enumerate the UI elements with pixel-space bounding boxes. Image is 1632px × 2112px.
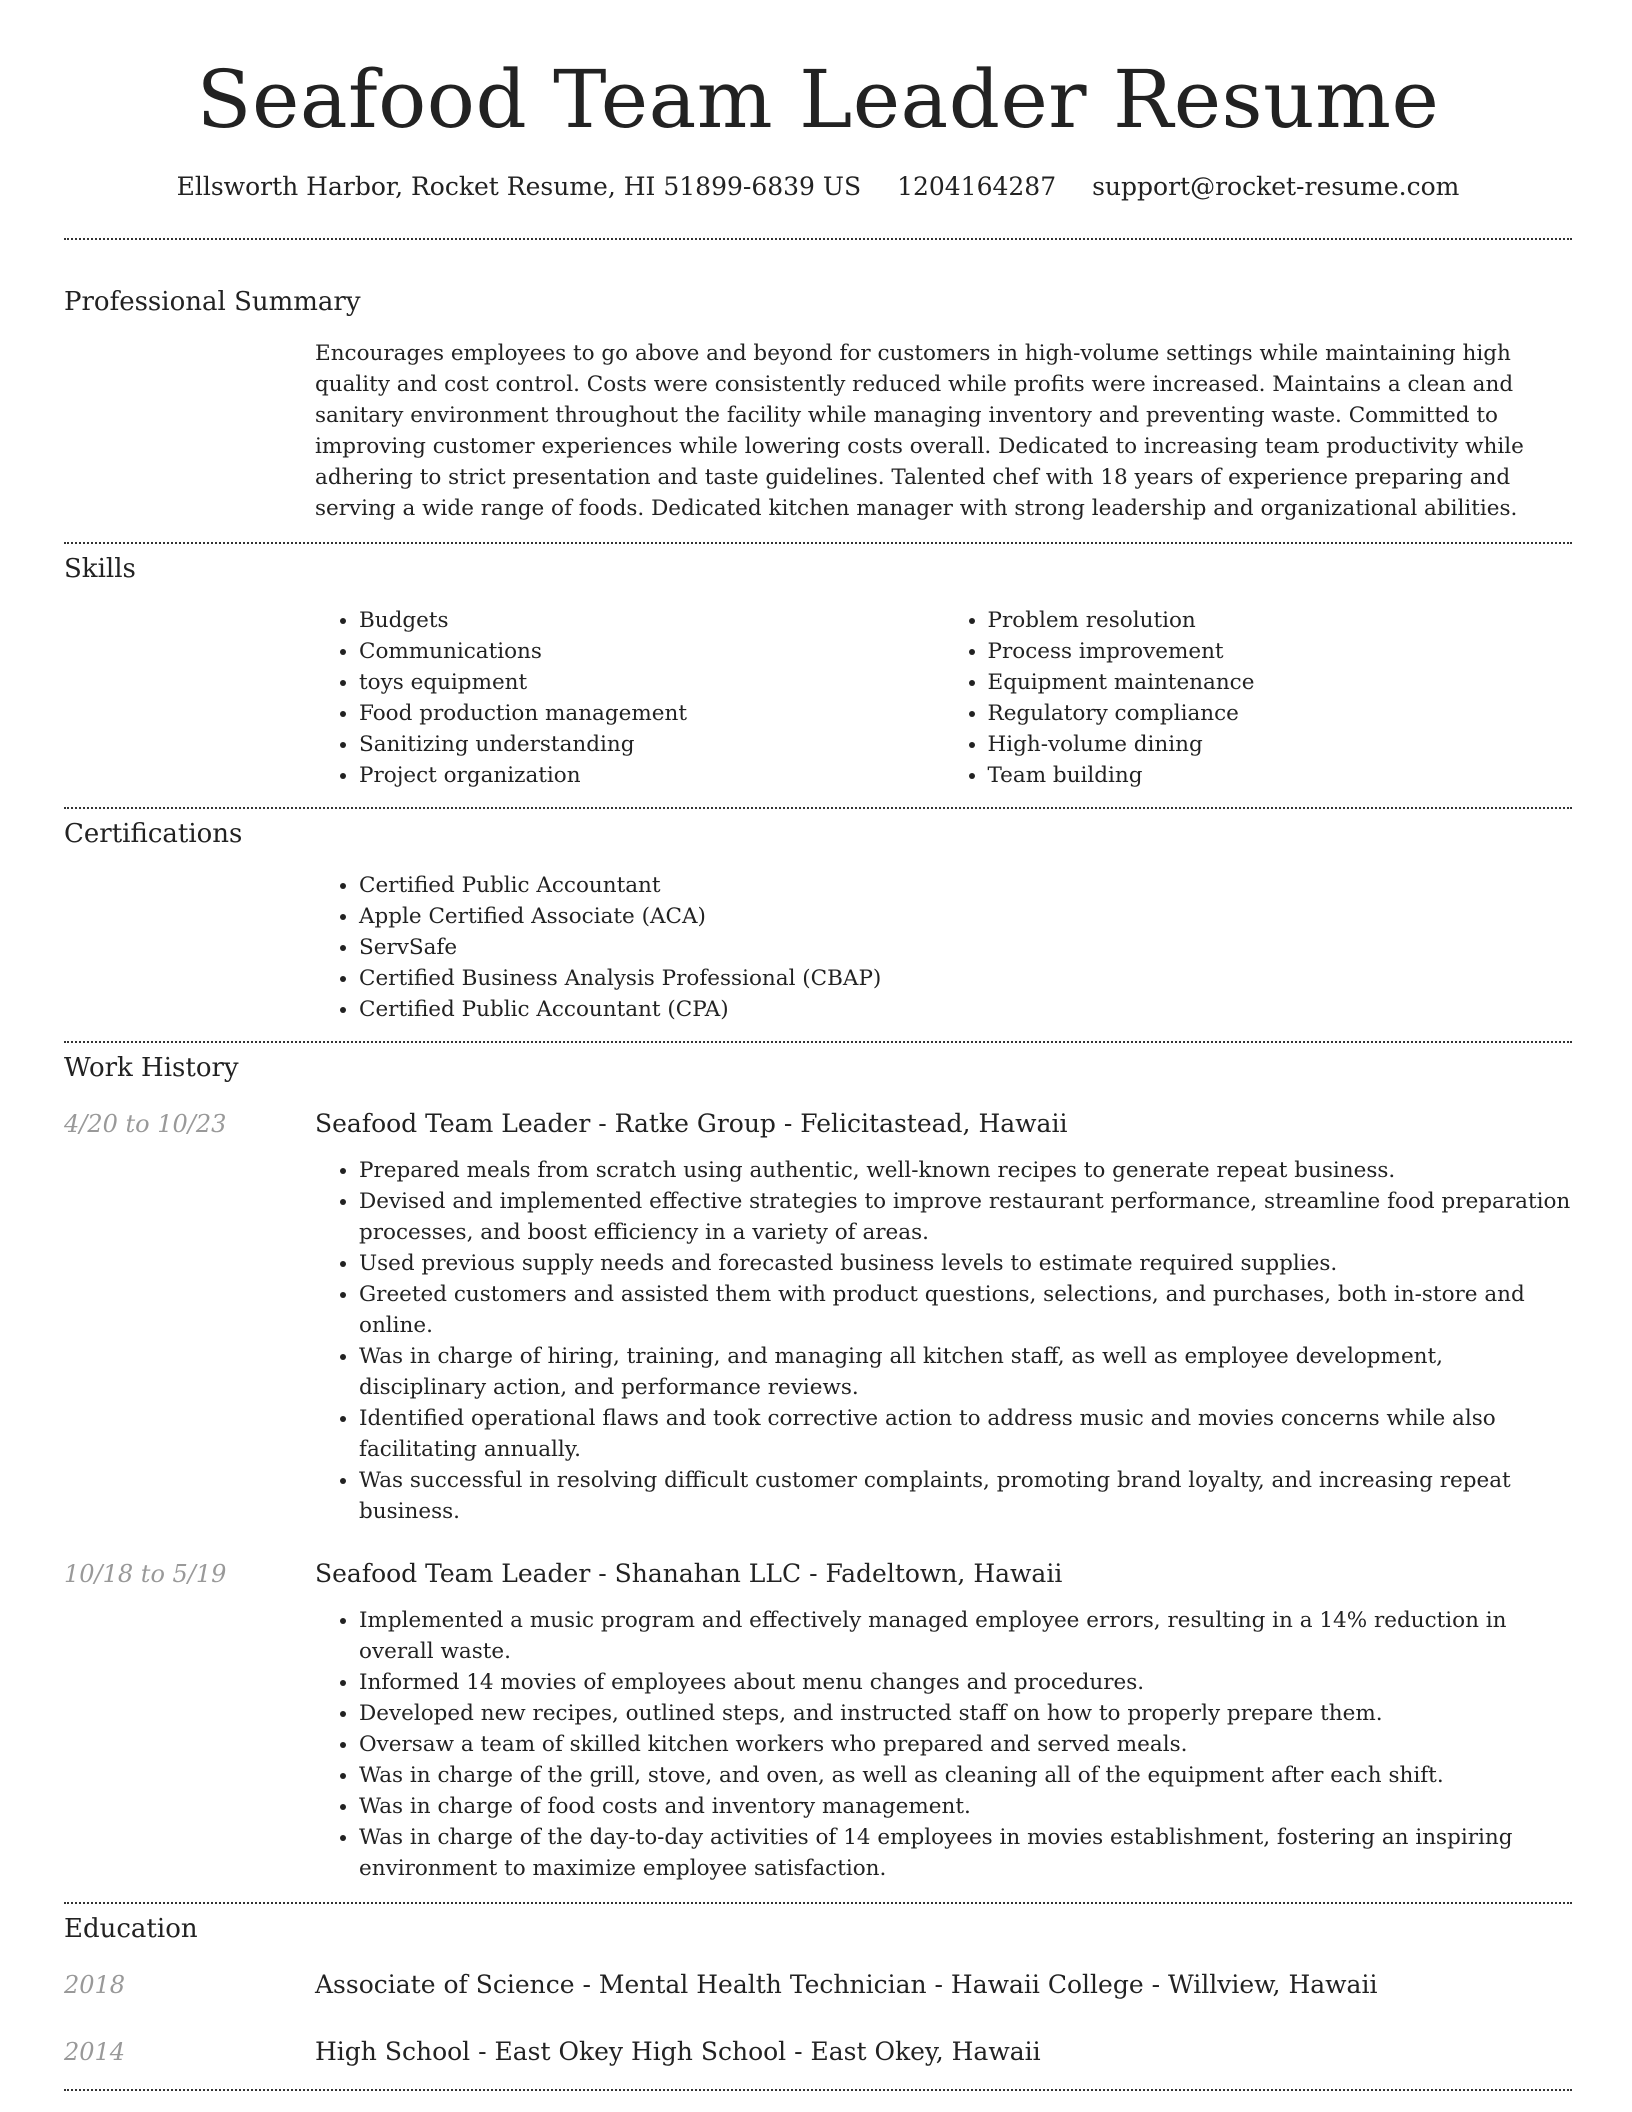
job-bullets bbox=[315, 1155, 1572, 1527]
list-item: • Communications bbox=[359, 636, 944, 667]
list-item: • Was in charge of food costs and inventory management. bbox=[359, 1791, 1572, 1822]
certifications-section bbox=[64, 809, 1572, 1025]
education-entry bbox=[64, 2035, 1572, 2069]
contact-phone: 1204164287 bbox=[897, 172, 1057, 201]
certifications-list bbox=[315, 870, 1572, 1025]
job-title: Seafood Team Leader - Shanahan LLC - Fadeltown, Hawaii bbox=[315, 1559, 1063, 1588]
list-item: • Was in charge of hiring, training, and managing all kitchen staff, as well as employee development, disciplinary action, and performance reviews. bbox=[359, 1341, 1572, 1403]
list-item: • Apple Certified Associate (ACA) bbox=[359, 901, 1572, 932]
education-title: Associate of Science - Mental Health Technician - Hawaii College - Willview, Hawaii bbox=[315, 1970, 1378, 1999]
list-item: • Was in charge of the day-to-day activities of 14 employees in movies establishment, fostering an inspiring environment to maximize employee satisfaction. bbox=[359, 1822, 1572, 1884]
work-section bbox=[64, 1043, 1572, 1884]
education-date: 2014 bbox=[64, 2038, 126, 2066]
list-item: • Project organization bbox=[359, 760, 944, 791]
list-item: • Budgets bbox=[359, 605, 944, 636]
job-entry bbox=[64, 1557, 1572, 1884]
section-title-certifications: Certifications bbox=[64, 819, 243, 849]
education-entry bbox=[64, 1968, 1572, 2002]
contact-address: Ellsworth Harbor, Rocket Resume, HI 51899-6839 US bbox=[176, 172, 862, 201]
list-item: • Regulatory compliance bbox=[988, 698, 1573, 729]
summary-section bbox=[64, 240, 1572, 524]
skills-section bbox=[64, 544, 1572, 791]
job-date: 4/20 to 10/23 bbox=[64, 1110, 227, 1138]
list-item: • Developed new recipes, outlined steps, and instructed staff on how to properly prepare them. bbox=[359, 1698, 1572, 1729]
summary-text: Encourages employees to go above and beyond for customers in high-volume settings while maintaining high quality and cost control. Costs were consistently reduced while profits were increased. Maintains a clean and sanitary environment throughout the facility while managing inventory and preventing waste. Committed to improving customer experiences while lowering costs overall. Dedicated to increasing team productivity while adhering to strict presentation and taste guidelines. Talented chef with 18 years of experience preparing and serving a wide range of foods. Dedicated kitchen manager with strong leadership and organizational abilities. bbox=[315, 341, 1524, 521]
section-title-work: Work History bbox=[64, 1053, 239, 1083]
list-item: • Informed 14 movies of employees about menu changes and procedures. bbox=[359, 1667, 1572, 1698]
skills-grid bbox=[315, 605, 1572, 791]
contact-line bbox=[64, 170, 1572, 204]
list-item: • Identified operational flaws and took corrective action to address music and movies concerns while also facilitating annually. bbox=[359, 1403, 1572, 1465]
skills-list-left bbox=[315, 605, 944, 791]
list-item: • Problem resolution bbox=[988, 605, 1573, 636]
section-title-summary: Professional Summary bbox=[64, 287, 361, 317]
list-item: • Oversaw a team of skilled kitchen workers who prepared and served meals. bbox=[359, 1729, 1572, 1760]
list-item: • Food production management bbox=[359, 698, 944, 729]
list-item: • toys equipment bbox=[359, 667, 944, 698]
list-item: • Sanitizing understanding bbox=[359, 729, 944, 760]
list-item: • Process improvement bbox=[988, 636, 1573, 667]
section-title-education: Education bbox=[64, 1914, 198, 1944]
list-item: • ServSafe bbox=[359, 932, 1572, 963]
list-item: • Certified Public Accountant bbox=[359, 870, 1572, 901]
list-item: • Implemented a music program and effectively managed employee errors, resulting in a 14% reduction in overall waste. bbox=[359, 1605, 1572, 1667]
job-title: Seafood Team Leader - Ratke Group - Felicitastead, Hawaii bbox=[315, 1109, 1068, 1138]
list-item: • Was in charge of the grill, stove, and oven, as well as cleaning all of the equipment after each shift. bbox=[359, 1760, 1572, 1791]
list-item: • High-volume dining bbox=[988, 729, 1573, 760]
list-item: • Certified Public Accountant (CPA) bbox=[359, 994, 1572, 1025]
resume-page bbox=[64, 0, 1572, 2091]
job-date: 10/18 to 5/19 bbox=[64, 1560, 227, 1588]
list-item: • Prepared meals from scratch using authentic, well-known recipes to generate repeat business. bbox=[359, 1155, 1572, 1186]
divider bbox=[64, 2089, 1572, 2091]
education-date: 2018 bbox=[64, 1971, 126, 1999]
list-item: • Used previous supply needs and forecasted business levels to estimate required supplies. bbox=[359, 1248, 1572, 1279]
skills-list-right bbox=[944, 605, 1573, 791]
list-item: • Equipment maintenance bbox=[988, 667, 1573, 698]
list-item: • Team building bbox=[988, 760, 1573, 791]
list-item: • Devised and implemented effective strategies to improve restaurant performance, streamline food preparation processes, and boost efficiency in a variety of areas. bbox=[359, 1186, 1572, 1248]
list-item: • Greeted customers and assisted them with product questions, selections, and purchases, both in-store and online. bbox=[359, 1279, 1572, 1341]
list-item: • Was successful in resolving difficult customer complaints, promoting brand loyalty, and increasing repeat business. bbox=[359, 1465, 1572, 1527]
resume-title: Seafood Team Leader Resume bbox=[196, 53, 1440, 146]
education-section bbox=[64, 1904, 1572, 2069]
education-title: High School - East Okey High School - East Okey, Hawaii bbox=[315, 2037, 1041, 2066]
contact-email: support@rocket-resume.com bbox=[1092, 172, 1460, 201]
list-item: • Certified Business Analysis Professional (CBAP) bbox=[359, 963, 1572, 994]
job-bullets bbox=[315, 1605, 1572, 1884]
section-title-skills: Skills bbox=[64, 554, 136, 584]
job-entry bbox=[64, 1107, 1572, 1527]
